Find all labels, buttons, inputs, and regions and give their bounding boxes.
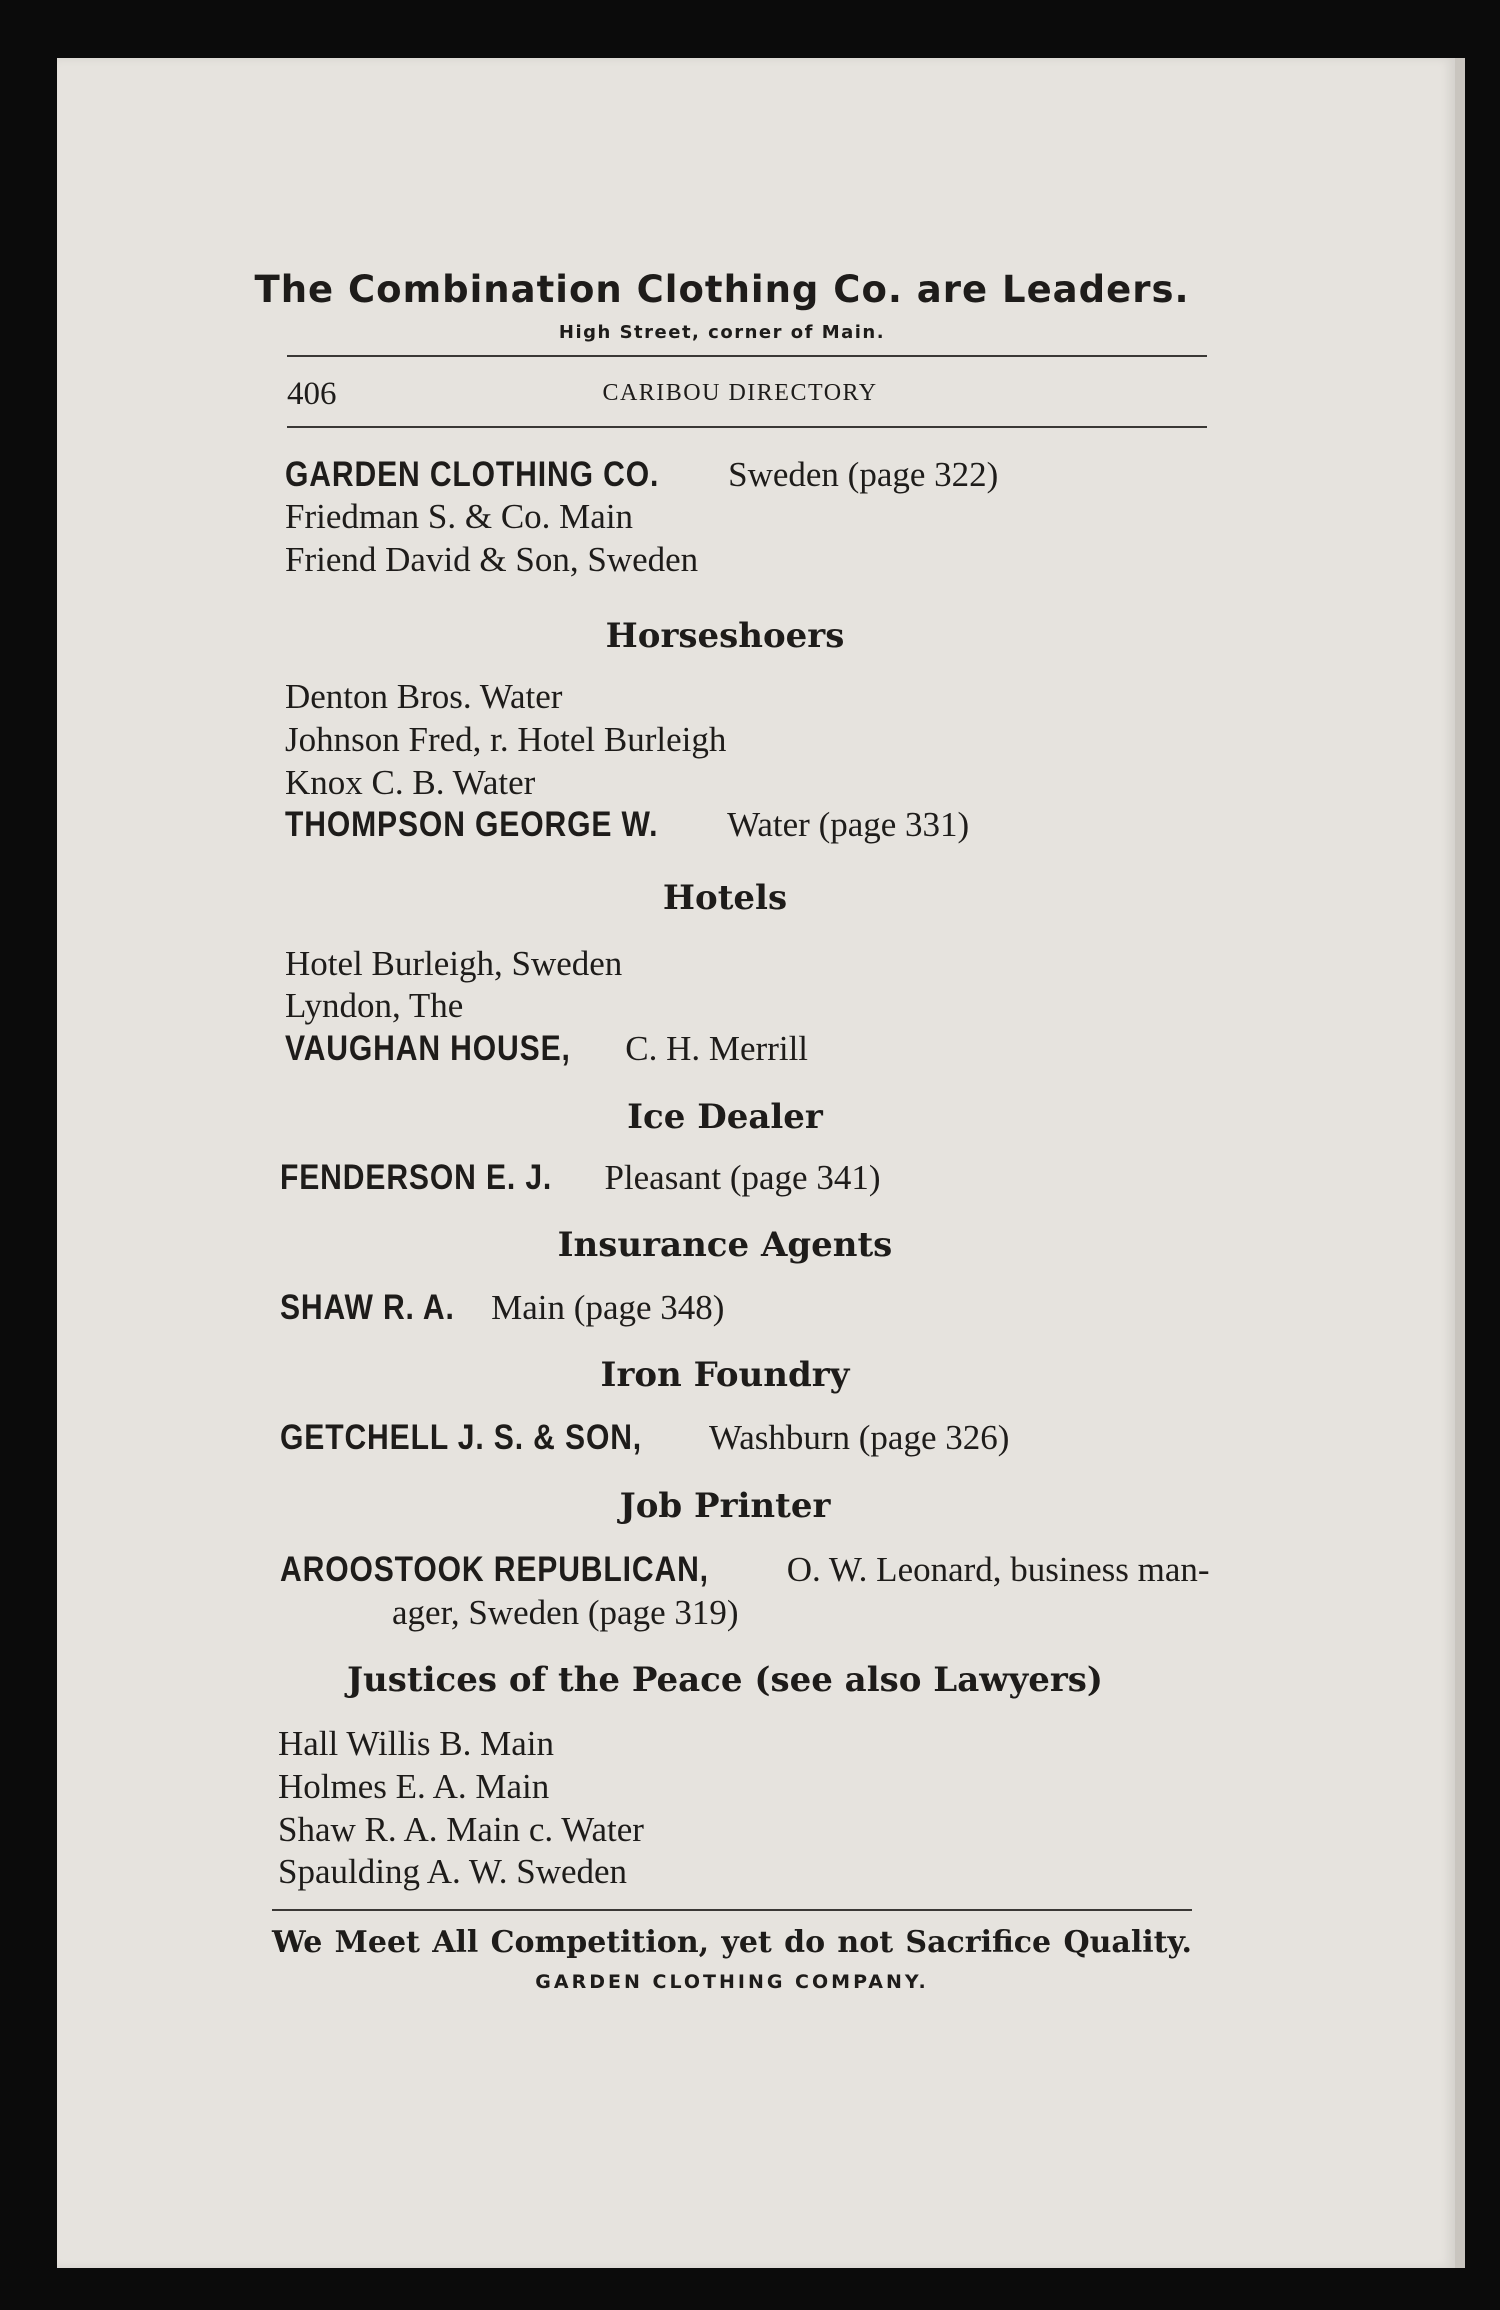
section-heading-ice-dealer: Ice Dealer — [627, 1097, 823, 1137]
list-item — [285, 720, 726, 760]
entry-detail: Johnson Fred, r. Hotel Burleigh — [285, 720, 727, 759]
footer-ad-subtitle: GARDEN CLOTHING COMPANY. — [535, 1971, 929, 1993]
footer-ad-word: Sacrifice — [905, 1925, 1052, 1960]
list-item — [278, 1852, 627, 1892]
footer-ad-slogan — [272, 1925, 1192, 1960]
list-item — [280, 1288, 724, 1328]
footer-ad-word: yet — [721, 1925, 772, 1960]
entry-name: GARDEN CLOTHING CO. — [285, 455, 660, 494]
header-ad-subtitle: High Street, corner of Main. — [558, 322, 886, 343]
entry-name: GETCHELL J. S. & SON, — [280, 1418, 643, 1457]
footer-ad-word: not — [837, 1925, 894, 1960]
section-heading-justices: Justices of the Peace (see also Lawyers) — [346, 1660, 1104, 1700]
entry-name: SHAW R. A. — [280, 1288, 455, 1327]
footer-ad-word: All — [432, 1925, 479, 1960]
entry-detail: Denton Bros. Water — [285, 677, 563, 716]
entry-detail: Washburn (page 326) — [708, 1418, 1010, 1457]
section-heading-iron-foundry: Iron Foundry — [600, 1355, 850, 1395]
entry-name: THOMPSON GEORGE W. — [285, 805, 659, 844]
running-head-rule — [287, 426, 1207, 428]
entry-detail: ager, Sweden (page 319) — [392, 1593, 739, 1632]
entry-name: FENDERSON E. J. — [280, 1158, 553, 1197]
list-item — [285, 944, 622, 984]
entry-detail: Friend David & Son, Sweden — [285, 540, 699, 579]
entry-name: VAUGHAN HOUSE, — [285, 1029, 571, 1068]
entry-detail: Spaulding A. W. Sweden — [278, 1852, 628, 1891]
section-heading-hotels: Hotels — [662, 878, 788, 918]
entry-detail: O. W. Leonard, business man- — [786, 1550, 1210, 1589]
list-item — [285, 763, 535, 803]
section-heading-job-printer: Job Printer — [619, 1486, 831, 1526]
entry-detail: Holmes E. A. Main — [278, 1767, 550, 1806]
page-number: 406 — [287, 376, 337, 412]
running-head-title: CARIBOU DIRECTORY — [602, 380, 878, 406]
section-heading-insurance-agents: Insurance Agents — [557, 1225, 893, 1265]
footer-ad-word: Quality. — [1063, 1925, 1192, 1960]
footer-ad-word: Competition, — [490, 1925, 710, 1960]
list-item — [285, 677, 562, 717]
list-item — [285, 1029, 808, 1069]
entry-detail: Sweden (page 322) — [728, 455, 999, 494]
list-item — [285, 805, 969, 845]
list-item-continuation — [392, 1593, 739, 1633]
header-rule — [287, 355, 1207, 357]
entry-name: AROOSTOOK REPUBLICAN, — [280, 1550, 709, 1589]
list-item — [285, 455, 998, 495]
list-item — [278, 1810, 644, 1850]
entry-detail: C. H. Merrill — [625, 1029, 809, 1068]
entry-detail: Hotel Burleigh, Sweden — [285, 944, 623, 983]
entry-detail: Lyndon, The — [285, 986, 464, 1025]
entry-detail: Friedman S. & Co. Main — [285, 497, 634, 536]
list-item — [280, 1158, 880, 1198]
entry-detail: Pleasant (page 341) — [604, 1158, 881, 1197]
entry-detail: Knox C. B. Water — [285, 763, 536, 802]
list-item — [278, 1767, 549, 1807]
list-item — [280, 1418, 1009, 1458]
footer-ad-word: do — [784, 1925, 826, 1960]
header-ad-title: The Combination Clothing Co. are Leaders. — [254, 268, 1190, 311]
entry-detail: Water (page 331) — [727, 805, 970, 844]
entry-detail: Hall Willis B. Main — [278, 1724, 555, 1763]
list-item — [285, 986, 463, 1026]
entry-detail: Main (page 348) — [491, 1288, 725, 1327]
page-edge — [1455, 58, 1465, 2268]
list-item — [285, 540, 698, 580]
footer-rule — [272, 1909, 1192, 1911]
list-item — [278, 1724, 554, 1764]
footer-ad-word: We — [272, 1925, 323, 1960]
list-item — [285, 497, 633, 537]
section-heading-horseshoers: Horseshoers — [605, 616, 845, 656]
entry-detail: Shaw R. A. Main c. Water — [278, 1810, 644, 1849]
list-item — [280, 1550, 1210, 1590]
footer-ad-word: Meet — [334, 1925, 420, 1960]
